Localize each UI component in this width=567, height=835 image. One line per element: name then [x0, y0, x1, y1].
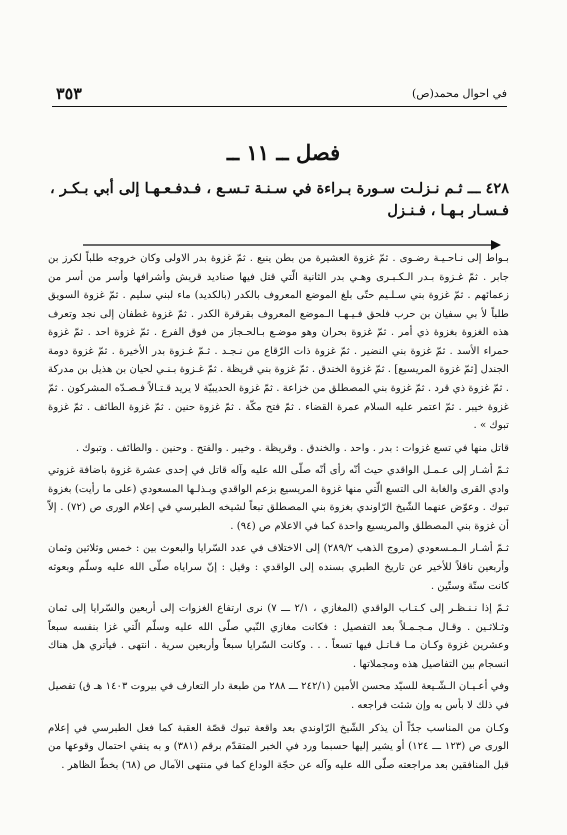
footnote-paragraph: وكـان من المناسب جدّاً أن يذكر الشّيخ الرّاوندي بعد واقعة تبوك قصّة العقبة كما فعل الطبرسي في إعلام الورى ص (١٢٣ ـــ ١٢٤) أو يشير إليها حسبما ورد في الخبر المتقدّم برقم (٣٨١) و به ينفي احتمال وقوعها من قبل المنافقين بعد مراجعته صلّى الله عليه وآله عن حجّة الوداع كما في منتهى الآمال ص (٦٨) بخطّ الظاهر .: [48, 722, 510, 771]
footnotes: [48, 250, 509, 779]
page-header: [52, 84, 507, 107]
opening-paragraph: ٤٢٨ ـــ ثـم نـزلـت سـورة بـراءة في سـنـة تـسـع ، فـدفـعـهـا إلى أبي بـكـر ، فـسـار بـهـا ، فـنـزل: [50, 180, 509, 220]
footnote-paragraph: ثـمّ إذا نـنـظـر إلى كـتـاب الواقدي (المغازي ، ٢/١ ـــ ٧) نرى ارتفاع الغزوات إلى أربعين والسّرايا إلى ثمان وثـلاثـين . وقـال مـجـمـلاً بعد التفصيل : فكانت مغازي النّبي صلّى الله عليه وسلّم الّتي غزا بنفسه سبعاً وعشرين غزوة وكـان مـا قـاتـل فيها تسعاً . . . وكانت السّرايا سبعاً وأربعين سرية . انتهى . فيأتري هل هناك انسجام بين التفاصيل هذه ومجملاتها .: [48, 603, 509, 670]
footnote-paragraph: ثـمّ أشـار الـمـسعودي (مروج الذهب ٢٨٩/٢) إلى الاختلاف في عدد السّرايا والبعوث بين : خمس وثلاثين وثمان وأربعين ناقلاً للأخير عن تاريخ الطبري بسنده إلى الواقدي : وقيل : إنّ سراياه صلّى الله عليه وسلّم وبعوثه كانت ستّة وستّين .: [48, 543, 509, 592]
chapter-title: فصل ــ ١١ ــ: [226, 140, 341, 165]
footnote-paragraph: قاتل منها في تسع غزوات : بدر . واحد . والخندق . وقريظة . وخيبر . والفتح . وحنين . والطائف . وتبوك .: [75, 442, 509, 454]
footnote-paragraph: ثـمّ أشـار إلى عـمـل الواقدي حيث أنّه رأى أنّه صلّى الله عليه وآله قاتل في إحدى عشرة غزوة باضافة غزوتي وادي القرى والغابة الى التسع الّتي منها غزوة المريسيع بزعم الواقدي وبـذلـها المسعودي (على ما رأيت) بغزوة تبوك . وعوّض عنهما الشّيخ الرّاوندي بغزوة بني المصطلق تبعاً لشيخه الطبرسي في إعلام الورى ص (٧٢) . إلاّ أن غزوة بني المصطلق والمريسيع واحدة كما في الاعلام ص (٩٤) .: [48, 465, 509, 532]
page-number: ٣٥٣: [56, 84, 82, 103]
footnote-paragraph: وفي أعـيـان الـشّـيعة للسيّد محسن الأمين (٢٤٢/١ ـــ ٢٨٨ من طبعة دار التعارف في بيروت ١٤٠٣ هـ ق) تفصيل في ذلك لا بأس به وإن شئت فراجعه .: [48, 681, 509, 711]
running-title: في احوال محمد(ص): [411, 87, 507, 100]
footnote-paragraph: بـواط إلى نـاحـيـة رضـوى . ثمّ غزوة العشيرة من بطن ينبع . ثمّ غزوة بدر الاولى وكان خروجه طلباً لكرز بن جابر . ثمّ غـزوة بـدر الـكـبـرى وهـي بدر الثانية الّتي قتل فيها صناديد قريش وأشرافها وأسر من أسر من زعمائهم . ثمّ غزوة بني سـلـيم حتّى بلغ الموضع المعروف بالكدر (بالكديد) ماء لبني سليم . ثمّ غزوة السويق طلباً لأ بي سفيان بن حرب فلحق فـيـهـا الـموضع المعروف بقرقرة الكدر . ثمّ غزوة غطفان إلى نجد وتعرف هذه الغزوة بغزوة ذي أمر . ثمّ غزوة بحران وهو موضـع بـالحـجاز من فوق الفرع . ثمّ غزوة احد . ثمّ غزوة حمراء الأسد . ثمّ غزوة بني النضير . ثمّ غزوة ذات الرّقاع من نـجـد . ثـمّ غـزوة بدر الأخيرة . ثمّ غزوة دومة الجندل [ثمّ غزوة المريسيع] . ثمّ غزوة الخندق . ثمّ غزوة بني قريظة . ثمّ غـزوة بـنـي لحيان بن هذيل بن مدركة . ثمّ غزوة ذي قرد . ثمّ غزوة بني المصطلق من خزاعة . ثمّ غزوة الحديبيّة لا يريد قـتـالاً فـصـدّه المشركون . ثمّ غزوة خيبر . ثمّ اعتمر عليه السلام عمرة القضاء . ثمّ فتح مكّة . ثمّ غزوة حنين . ثمّ غزوة الطائف . ثمّ غزوة تبوك » .: [48, 253, 509, 432]
